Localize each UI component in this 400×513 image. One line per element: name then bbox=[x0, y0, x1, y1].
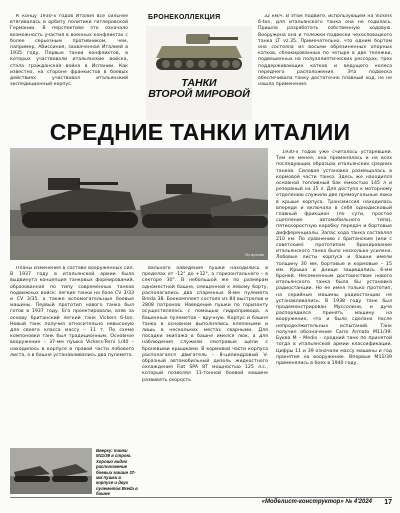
right-column bbox=[276, 150, 392, 495]
intro-column-left bbox=[10, 14, 128, 127]
page-footer bbox=[10, 499, 392, 509]
tank-illustration bbox=[146, 26, 252, 120]
lower-left-text: Планы изменения в составе вооруженных сил. В 1937 году в итальянской армии была выдвинута концепция танковых формирований, образованная по типу современных танков подвижных войск: легкие танки на базе CV 3/33 и CV 3/35, а также вспомогательные боевые машины. Первый прототип нового танка был готов в 1937 году. Его проектировали, взяв за основу британский легкий танк Vickers 6-ton. Новый танк получил относительно невысокую для своего класса массу – 11 т. По схеме компоновки танк был традиционным. Основное вооружение – 37-мм пушка Vickers-Terni L/40 – находилось в корпусе в правой части лобового листа, а в башне устанавливались два пулемета. bbox=[10, 266, 134, 358]
tanks-column-photo bbox=[10, 148, 268, 260]
hero-caption-line1: ТАНКИ bbox=[181, 77, 217, 89]
intro-paragraph-left: К концу 1930-х годов Италия все сильнее втягивалась в орбиту политики гитлеровской Германии. В перспективе это означало возможность участия в военных конфликтах с более серьезным противником, чем, например, Абиссиния, захваченная Италией в 1935 году. Первые танки конфликтов, в которых участвовали итальянские войска, стала гражданская война в Испании. Как известно, на стороне франкистов в боевых действиях участвовал итальянский экспедиционный корпус. bbox=[10, 14, 128, 88]
intro-column-right bbox=[258, 14, 392, 132]
article-headline: СРЕДНИЕ ТАНКИ ИТАЛИИ bbox=[49, 119, 351, 145]
section-label: БРОНЕКОЛЛЕКЦИЯ bbox=[148, 14, 221, 21]
photo-caption: Вверху: танки M11/39 в строю. Хорошо видно расположение боевых машин 37-мм пушки в корпусе и двух пулеметов Breda в башне bbox=[96, 448, 138, 497]
hero-caption bbox=[146, 78, 252, 100]
hero-illustration bbox=[146, 26, 252, 120]
lower-column-middle bbox=[142, 266, 268, 494]
photo-credit: Из архива bbox=[245, 252, 264, 257]
page-number: 17 bbox=[384, 499, 392, 506]
right-column-text: 1930-х годов уже считалось устаревшей. Тем не менее, она применялась и на всех последующих образцах итальянских средних танков. Силовая установка размещалась в кормовой части танка. Здесь же находился основной топливный бак емкостью 145 л и резервный на 35 л. Для доступа к моторному отделению служили две прямоугольные люка в крыше корпуса. Трансмиссия находилась впереди и включала в себя однодисковый главный фрикцион (по сути, простое сцепление автомобильного типа), пятискоростную коробку передач и бортовые дифференциалы. Запас хода танка составлял 210 км. По сравнению с британским (или с советским) прототипом бронирование итальянского танка было несколько усилено. Лобовые листы корпуса и башни имели толщину 30 мм, бортовые и кормовые – 15 мм. Крыша и днище защищались 6-мм броней. Несомненным достоинством нового итальянского танка была бы установка радиостанции. Но ее имел только прототип, на серийные машины радиостанции не устанавливались. В 1938 году танк был продемонстрирован Муссолини, и дуче распорядился принять машину на вооружение, что и было сделано после непродолжительных испытаний. Танк получил обозначение Carro Armato M11/39. Буква M – Medio – средний танк по принятой тогда в итальянской армии классификации. Цифры 11 и 39 означали массу машины и год принятия на вооружение. Впервые M11/39 применялись в боях в 1940 году. bbox=[276, 150, 392, 366]
footer-divider bbox=[10, 497, 392, 498]
lower-column-left bbox=[10, 266, 134, 446]
footer-magazine: «Моделист-конструктор» № 4'2024 bbox=[261, 499, 372, 505]
intro-paragraph-right: 32 км/ч. В этом подвиге, использующем на Vickers 6-ton, для итальянского танка она не годилась. Пришла разработать собственную ходовую. Вооружена она и тележки подвески чехословацкого танка LT vz.35. Примечательно, что одним бортом она состояла из восьми обрезиненных опорных катков, сблокированных по четыре в две тележки, подвешенных на полуэллиптических рессорах, трех поддерживающих катков и ведущего колеса переднего расположения. Эта подвеска обеспечивала танку достаточно плавный ход, но не нашла применения. bbox=[258, 14, 392, 88]
main-photo bbox=[10, 148, 268, 260]
small-photo bbox=[10, 448, 92, 494]
tanks-in-formation-photo bbox=[10, 448, 92, 494]
lower-middle-text: вального наведения пушки находились в пределах от -12° до +12°, а горизонтального – в секторе 30°. В небольшой же по размерам одноместной башне, смещенной к левому борту, располагались два спаренных 8-мм пулемета Breda 38. Боекомплект состоял из 84 выстрелов и 2808 патронов. Наведение пушки по горизонту осуществлялось с помощью гидропривода, а башенных пулеметов – вручную. Корпус и башня танка в основном выполнялись клепаными и лишь в нескольких местах сварными. Для посадки экипажа в башне имелся люк, а для наблюдения служили смотровые щели с броневыми крышками. В кормовой части корпуса располагался двигатель – 8-цилиндровый V-образный автомобильный дизель жидкостного охлаждения Fiat SPA 8T мощностью 125 л.с., который позволял 11-тонной боевой машине развивать скорость bbox=[142, 266, 268, 383]
hero-caption-line2: ВТОРОЙ МИРОВОЙ bbox=[148, 88, 250, 100]
